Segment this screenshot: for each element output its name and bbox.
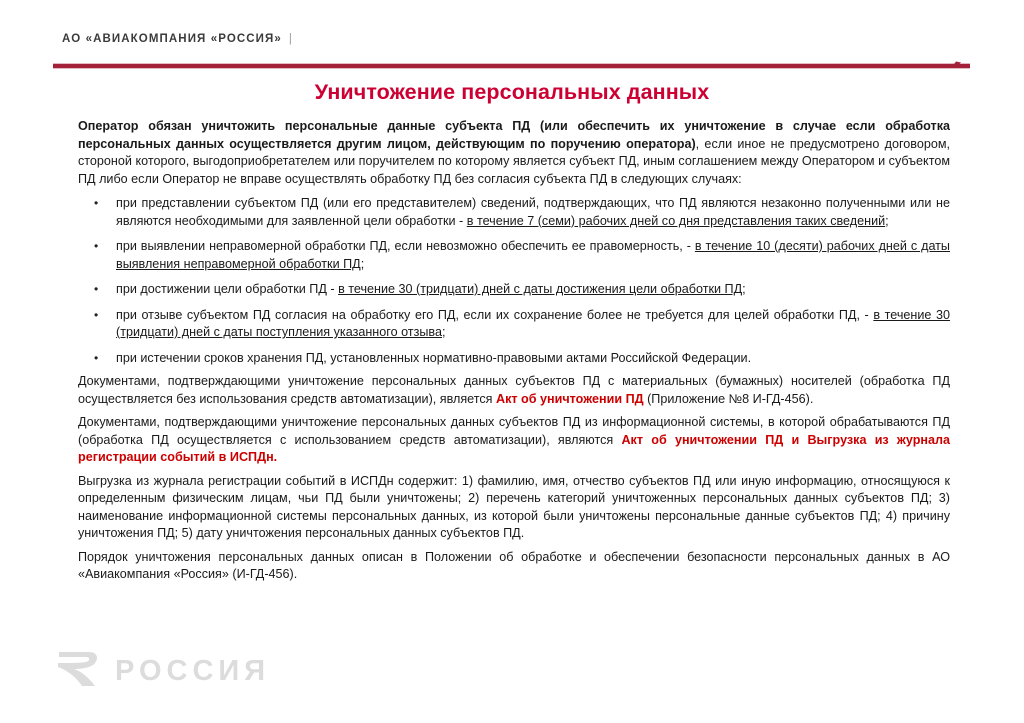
list-item-text-after: ; xyxy=(742,282,746,296)
lead-bold-text: Оператор обязан уничтожить персональные данные субъекта ПД (или обеспечить их уничтожение в случае если обработка персональных данных осуществляется другим лицом, действующим по поручению оператора) xyxy=(78,119,950,151)
bullet-marker-icon: • xyxy=(94,307,99,322)
list-item xyxy=(78,281,950,299)
paper-accent-text: Акт об уничтожении ПД xyxy=(495,391,644,406)
header-company-text: АО «АВИАКОМПАНИЯ «РОССИЯ» xyxy=(62,33,282,45)
header-rule-wing-icon xyxy=(930,60,970,69)
list-item-text-after: ; xyxy=(885,213,889,228)
list-item xyxy=(78,238,950,273)
rossiya-logo xyxy=(55,648,270,694)
paragraph-destruction-order: Порядок уничтожения персональных данных описан в Положении об обработке и обеспечении безопасности персональных данных в АО «Авиакомпания «Россия» (И-ГД-456). xyxy=(78,549,950,581)
paragraph-log-contents: Выгрузка из журнала регистрации событий в ИСПДн содержит: 1) фамилию, имя, отчество субъектов ПД или иную информацию, относящуюся к определенным физическим лицам, чьи ПД были уничтожены; 2) перечень категорий уничтоженных персональных данных субъектов ПД; 3) наименование информационной системы персональных данных, из которой были уничтожены персональные данные субъектов ПД; 4) причину уничтожения ПД; 5) дату уничтожения персональных данных субъектов ПД. xyxy=(78,473,950,540)
header-rule-line xyxy=(53,63,970,69)
lead-paragraph xyxy=(78,118,950,188)
list-item-text-underlined: в течение 30 (тридцати) дней с даты достижения цели обработки ПД xyxy=(338,282,743,296)
list-item xyxy=(78,195,950,230)
system-text-before: Документами, подтверждающими уничтожение персональных данных субъектов ПД из информационной системы, в которой обрабатываются ПД (обработка ПД осуществляется с использованием средств автоматизации), являются xyxy=(78,415,950,447)
list-item-text-underlined: в течение 10 (десяти) рабочих дней с даты выявления неправомерной обработки ПД xyxy=(116,239,950,271)
list-item-text-before: при достижении цели обработки ПД - xyxy=(116,282,339,296)
lead-rest-text: , если иное не предусмотрено договором, стороной которого, выгодоприобретателем или поручителем по которому является субъект ПД, иным соглашением между Оператором и субъектом ПД либо если Оператор не вправе осуществлять обработку ПД без согласия субъекта ПД в следующих случаях: xyxy=(78,136,950,186)
bullet-marker-icon: • xyxy=(94,196,99,210)
list-item-text-before: при выявлении неправомерной обработки ПД, если невозможно обеспечить ее правомерность, - xyxy=(116,239,695,253)
slide-header xyxy=(0,0,1024,72)
list-item-text-after: ; xyxy=(360,256,365,271)
paper-text-after: (Приложение №8 И-ГД-456). xyxy=(643,391,814,406)
bullet-marker-icon: • xyxy=(94,282,99,296)
rossiya-logo-text: РОССИЯ xyxy=(115,654,271,687)
slide-content xyxy=(78,118,950,590)
system-accent-text: Акт об уничтожении ПД и Выгрузка из журнала регистрации событий в ИСПДн. xyxy=(78,432,950,464)
rossiya-r-icon xyxy=(55,648,101,695)
list-item-text-after: ; xyxy=(441,325,446,339)
conditions-bullet-list xyxy=(78,195,950,367)
header-red-rule xyxy=(53,60,993,72)
list-item-text-before: при отзыве субъектом ПД согласия на обработку его ПД, если их сохранение более не требуется для целей обработки ПД, - xyxy=(116,307,874,322)
list-item-text-before: при истечении сроков хранения ПД, установленных нормативно-правовыми актами Российской Федерации. xyxy=(116,350,752,365)
paper-text-before: Документами, подтверждающими уничтожение персональных данных субъектов ПД с материальных (бумажных) носителей (обработка ПД осуществляется без использования средств автоматизации), является xyxy=(78,374,950,406)
list-item xyxy=(78,350,950,368)
page-title: Уничтожение персональных данных xyxy=(314,80,710,104)
bullet-marker-icon: • xyxy=(94,350,99,365)
list-item-text-underlined: в течение 30 (тридцати) дней с даты поступления указанного отзыва xyxy=(116,307,951,339)
header-divider: | xyxy=(288,33,294,45)
list-item-text-before: при представлении субъектом ПД (или его представителем) сведений, подтверждающих, что ПД являются незаконно полученными или не являются необходимыми для заявленной цели обработки - xyxy=(116,196,950,228)
list-item-text-underlined: в течение 7 (семи) рабочих дней со дня представления таких сведений xyxy=(466,213,886,228)
paragraph-paper-documents xyxy=(78,373,950,408)
header-company-name xyxy=(62,33,293,45)
list-item xyxy=(78,307,950,342)
bullet-marker-icon: • xyxy=(94,239,99,253)
paragraph-system-documents xyxy=(78,414,950,467)
